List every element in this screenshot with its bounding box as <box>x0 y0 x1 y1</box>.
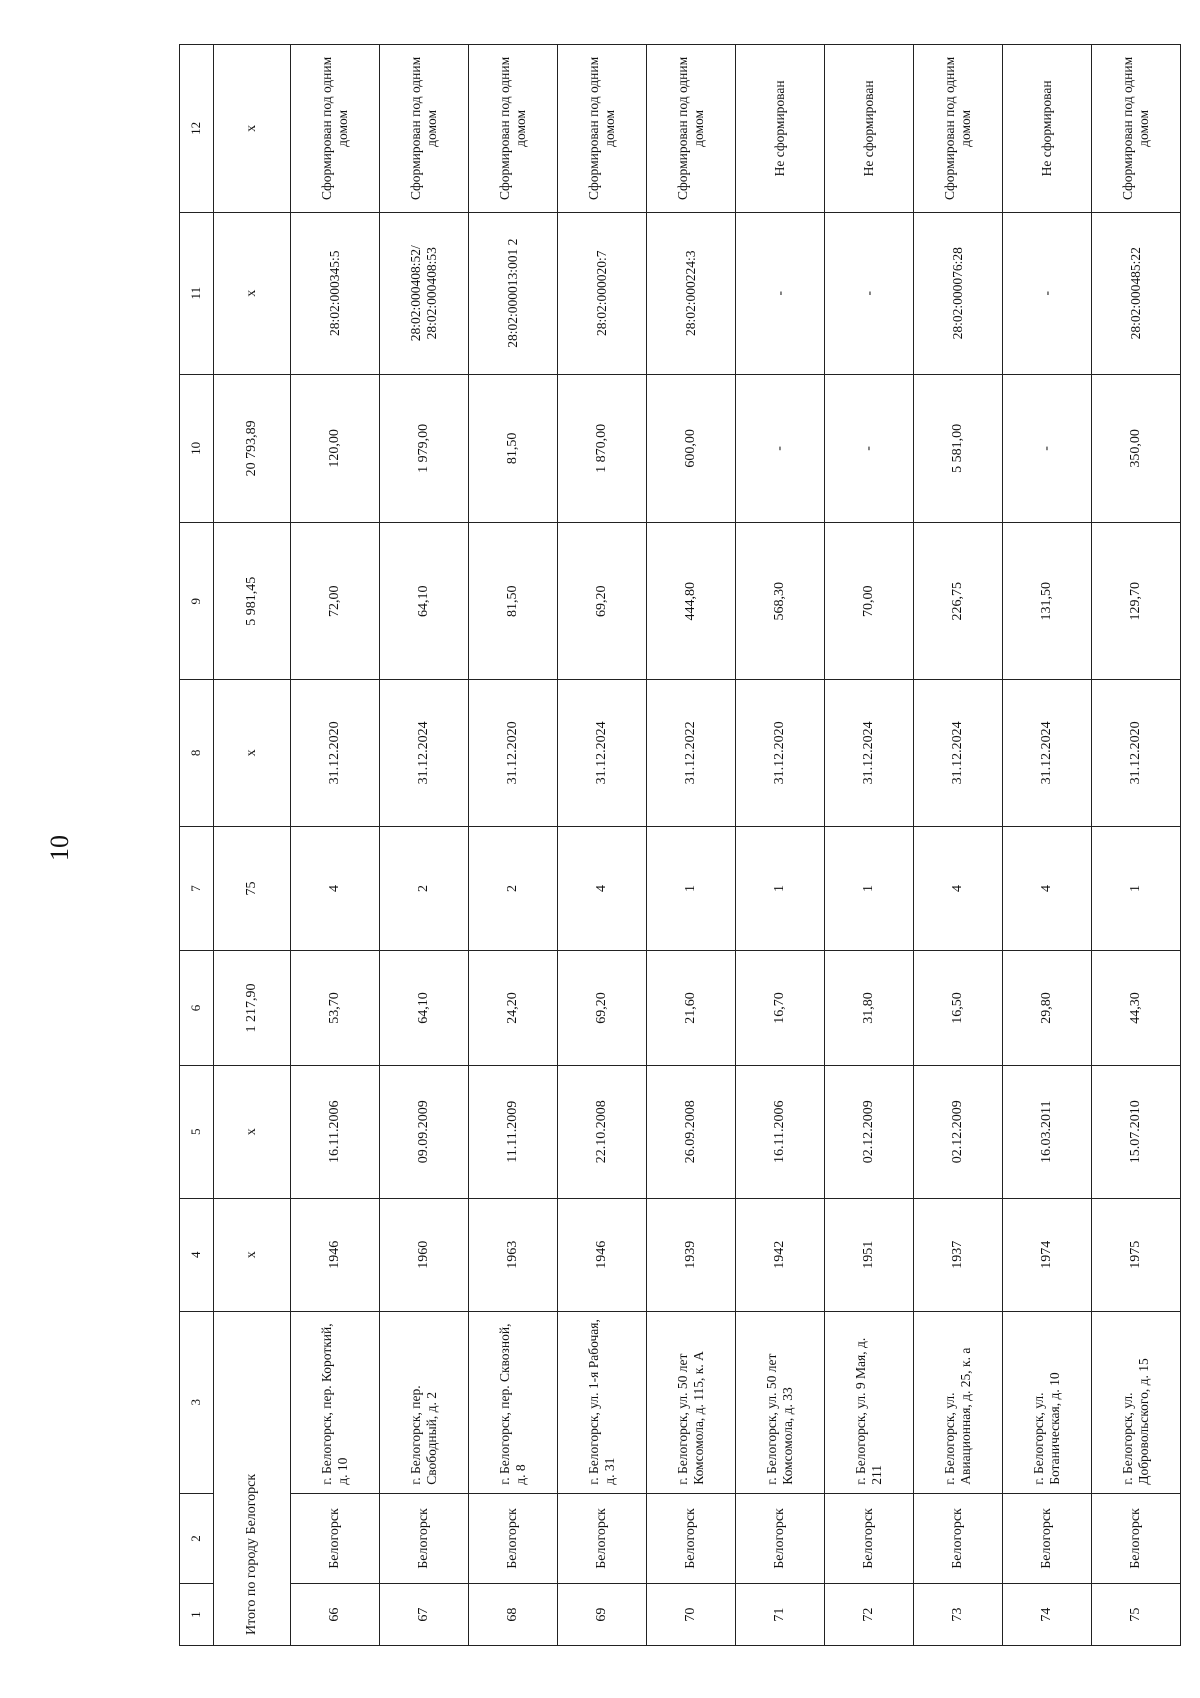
cell-city: Белогорск <box>1003 1493 1092 1583</box>
cell-date: 16.11.2006 <box>291 1065 380 1198</box>
cell-address: г. Белогорск, ул. 1-я Рабочая, д. 31 <box>558 1311 647 1493</box>
table-row <box>1003 45 1092 1646</box>
cell-cadastral: 28:02:000345:5 <box>291 212 380 374</box>
cell-land-area: 600,00 <box>647 374 736 523</box>
cell-area: 69,20 <box>558 951 647 1065</box>
cell-num: 69 <box>558 1584 647 1646</box>
table-row <box>914 45 1003 1646</box>
cell-status: Сформирован под одним домом <box>380 45 469 213</box>
cell-cadastral: 28:02:000020:7 <box>558 212 647 374</box>
cell-area: 31,80 <box>825 951 914 1065</box>
cell-deadline: 31.12.2024 <box>380 680 469 826</box>
cell-land-area: 5 581,00 <box>914 374 1003 523</box>
cell-deadline: 31.12.2024 <box>1003 680 1092 826</box>
cell-date: 22.10.2008 <box>558 1065 647 1198</box>
cell-area: 29,80 <box>1003 951 1092 1065</box>
cell-deadline: 31.12.2020 <box>291 680 380 826</box>
total-cell: х <box>214 1198 291 1311</box>
cell-cadastral: 28:02:000408:52/ 28:02:000408:53 <box>380 212 469 374</box>
cell-house-area: 131,50 <box>1003 523 1092 680</box>
table-row <box>825 45 914 1646</box>
cell-status: Сформирован под одним домом <box>1092 45 1181 213</box>
cell-address: г. Белогорск, ул. 50 лет Комсомола, д. 33 <box>736 1311 825 1493</box>
column-number: 10 <box>180 374 214 523</box>
cell-date: 02.12.2009 <box>825 1065 914 1198</box>
cell-num: 74 <box>1003 1584 1092 1646</box>
cell-year: 1942 <box>736 1198 825 1311</box>
page-number: 10 <box>45 835 74 861</box>
cell-people: 4 <box>914 826 1003 951</box>
cell-land-area: - <box>825 374 914 523</box>
total-cell: х <box>214 212 291 374</box>
cell-people: 1 <box>736 826 825 951</box>
cell-people: 2 <box>469 826 558 951</box>
column-number: 7 <box>180 826 214 951</box>
total-row <box>214 45 291 1646</box>
table-row <box>736 45 825 1646</box>
cell-house-area: 81,50 <box>469 523 558 680</box>
cell-house-area: 70,00 <box>825 523 914 680</box>
cell-area: 21,60 <box>647 951 736 1065</box>
cell-area: 44,30 <box>1092 951 1181 1065</box>
cell-people: 4 <box>291 826 380 951</box>
total-cell: х <box>214 1065 291 1198</box>
cell-status: Сформирован под одним домом <box>469 45 558 213</box>
cell-city: Белогорск <box>825 1493 914 1583</box>
cell-city: Белогорск <box>469 1493 558 1583</box>
table-row <box>291 45 380 1646</box>
cell-house-area: 226,75 <box>914 523 1003 680</box>
housing-table <box>179 44 1181 1646</box>
column-number: 9 <box>180 523 214 680</box>
cell-year: 1939 <box>647 1198 736 1311</box>
cell-area: 53,70 <box>291 951 380 1065</box>
table-container <box>179 44 1180 1646</box>
cell-date: 02.12.2009 <box>914 1065 1003 1198</box>
cell-city: Белогорск <box>914 1493 1003 1583</box>
cell-land-area: - <box>1003 374 1092 523</box>
cell-cadastral: 28:02:000485:22 <box>1092 212 1181 374</box>
cell-people: 4 <box>1003 826 1092 951</box>
cell-status: Не сформирован <box>1003 45 1092 213</box>
cell-year: 1937 <box>914 1198 1003 1311</box>
cell-city: Белогорск <box>558 1493 647 1583</box>
cell-date: 11.11.2009 <box>469 1065 558 1198</box>
cell-house-area: 129,70 <box>1092 523 1181 680</box>
cell-num: 66 <box>291 1584 380 1646</box>
column-number: 2 <box>180 1493 214 1583</box>
cell-year: 1974 <box>1003 1198 1092 1311</box>
cell-num: 68 <box>469 1584 558 1646</box>
total-cell: 1 217,90 <box>214 951 291 1065</box>
cell-status: Не сформирован <box>736 45 825 213</box>
column-number: 11 <box>180 212 214 374</box>
table-body <box>180 45 1181 1646</box>
cell-city: Белогорск <box>647 1493 736 1583</box>
cell-address: г. Белогорск, ул. 50 лет Комсомола, д. 115, к. А <box>647 1311 736 1493</box>
cell-num: 70 <box>647 1584 736 1646</box>
cell-city: Белогорск <box>380 1493 469 1583</box>
cell-people: 4 <box>558 826 647 951</box>
cell-address: г. Белогорск, ул. Авиационная, д. 25, к. а <box>914 1311 1003 1493</box>
cell-city: Белогорск <box>736 1493 825 1583</box>
cell-address: г. Белогорск, пер. Сквозной, д. 8 <box>469 1311 558 1493</box>
cell-address: г. Белогорск, пер. Короткий, д. 10 <box>291 1311 380 1493</box>
cell-deadline: 31.12.2024 <box>558 680 647 826</box>
cell-status: Сформирован под одним домом <box>647 45 736 213</box>
table-row <box>647 45 736 1646</box>
cell-deadline: 31.12.2022 <box>647 680 736 826</box>
cell-area: 16,50 <box>914 951 1003 1065</box>
column-number: 6 <box>180 951 214 1065</box>
cell-house-area: 568,30 <box>736 523 825 680</box>
cell-year: 1963 <box>469 1198 558 1311</box>
table-row <box>558 45 647 1646</box>
cell-land-area: 120,00 <box>291 374 380 523</box>
cell-num: 71 <box>736 1584 825 1646</box>
total-cell: 20 793,89 <box>214 374 291 523</box>
cell-deadline: 31.12.2020 <box>1092 680 1181 826</box>
cell-status: Сформирован под одним домом <box>914 45 1003 213</box>
cell-address: г. Белогорск, ул. Добровольского, д. 15 <box>1092 1311 1181 1493</box>
cell-people: 1 <box>647 826 736 951</box>
cell-area: 24,20 <box>469 951 558 1065</box>
cell-status: Сформирован под одним домом <box>558 45 647 213</box>
cell-deadline: 31.12.2024 <box>825 680 914 826</box>
cell-year: 1946 <box>558 1198 647 1311</box>
cell-year: 1960 <box>380 1198 469 1311</box>
column-number: 3 <box>180 1311 214 1493</box>
cell-date: 26.09.2008 <box>647 1065 736 1198</box>
column-number: 4 <box>180 1198 214 1311</box>
column-number: 5 <box>180 1065 214 1198</box>
cell-year: 1951 <box>825 1198 914 1311</box>
cell-num: 72 <box>825 1584 914 1646</box>
cell-area: 16,70 <box>736 951 825 1065</box>
cell-date: 16.03.2011 <box>1003 1065 1092 1198</box>
cell-date: 16.11.2006 <box>736 1065 825 1198</box>
cell-land-area: 350,00 <box>1092 374 1181 523</box>
cell-land-area: 1 870,00 <box>558 374 647 523</box>
cell-land-area: 1 979,00 <box>380 374 469 523</box>
cell-cadastral: - <box>825 212 914 374</box>
cell-deadline: 31.12.2024 <box>914 680 1003 826</box>
cell-cadastral: 28:02:000224:3 <box>647 212 736 374</box>
cell-num: 75 <box>1092 1584 1181 1646</box>
column-number: 12 <box>180 45 214 213</box>
cell-people: 1 <box>825 826 914 951</box>
cell-num: 67 <box>380 1584 469 1646</box>
cell-cadastral: 28:02:000013:001 2 <box>469 212 558 374</box>
total-cell: х <box>214 45 291 213</box>
cell-date: 09.09.2009 <box>380 1065 469 1198</box>
total-cell: 75 <box>214 826 291 951</box>
column-number: 8 <box>180 680 214 826</box>
cell-num: 73 <box>914 1584 1003 1646</box>
cell-house-area: 72,00 <box>291 523 380 680</box>
cell-people: 2 <box>380 826 469 951</box>
cell-date: 15.07.2010 <box>1092 1065 1181 1198</box>
cell-land-area: - <box>736 374 825 523</box>
cell-address: г. Белогорск, пер. Свободный, д. 2 <box>380 1311 469 1493</box>
cell-area: 64,10 <box>380 951 469 1065</box>
total-cell: х <box>214 680 291 826</box>
total-cell: 5 981,45 <box>214 523 291 680</box>
table-row <box>1092 45 1181 1646</box>
cell-cadastral: 28:02:000076:28 <box>914 212 1003 374</box>
cell-cadastral: - <box>1003 212 1092 374</box>
table-row <box>380 45 469 1646</box>
column-number: 1 <box>180 1584 214 1646</box>
table-row <box>469 45 558 1646</box>
rotated-table-wrapper <box>179 44 1180 1646</box>
cell-city: Белогорск <box>1092 1493 1181 1583</box>
cell-cadastral: - <box>736 212 825 374</box>
cell-land-area: 81,50 <box>469 374 558 523</box>
cell-status: Сформирован под одним домом <box>291 45 380 213</box>
cell-deadline: 31.12.2020 <box>469 680 558 826</box>
cell-address: г. Белогорск, ул. 9 Мая, д. 211 <box>825 1311 914 1493</box>
cell-status: Не сформирован <box>825 45 914 213</box>
total-label: Итого по городу Белогорск <box>214 1311 291 1645</box>
cell-city: Белогорск <box>291 1493 380 1583</box>
cell-address: г. Белогорск, ул. Ботаническая, д. 10 <box>1003 1311 1092 1493</box>
column-number-row <box>180 45 214 1646</box>
cell-year: 1975 <box>1092 1198 1181 1311</box>
cell-house-area: 64,10 <box>380 523 469 680</box>
cell-house-area: 444,80 <box>647 523 736 680</box>
cell-people: 1 <box>1092 826 1181 951</box>
cell-house-area: 69,20 <box>558 523 647 680</box>
cell-year: 1946 <box>291 1198 380 1311</box>
cell-deadline: 31.12.2020 <box>736 680 825 826</box>
